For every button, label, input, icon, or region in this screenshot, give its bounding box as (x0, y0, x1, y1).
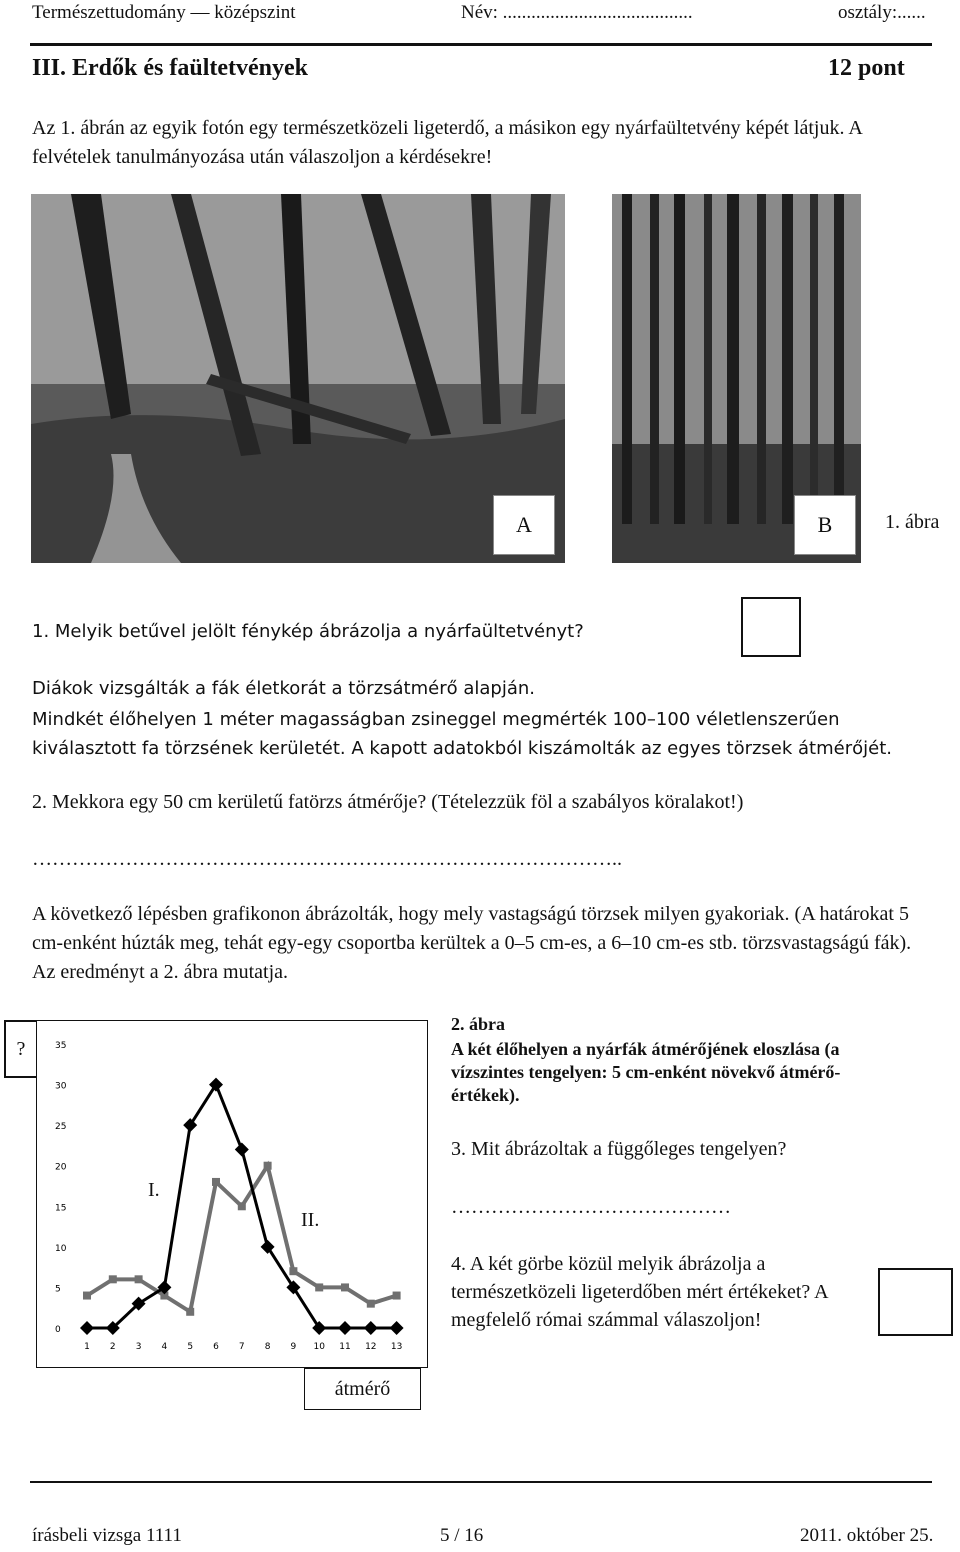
answer-box-q4[interactable] (878, 1268, 953, 1336)
data-point-i (209, 1078, 223, 1092)
x-tick-label: 5 (187, 1342, 194, 1352)
photo-b-label: B (794, 495, 856, 555)
figure2-caption: A két élőhelyen a nyárfák átmérőjének eloszlása (a vízszintes tengelyen: 5 cm-enként növekvő átmérő-értékek). (451, 1039, 841, 1105)
data-point-ii (367, 1300, 375, 1308)
data-point-ii (135, 1275, 143, 1283)
x-tick-label: 9 (290, 1342, 297, 1352)
y-tick-label: 10 (55, 1243, 67, 1254)
data-point-i (80, 1321, 94, 1335)
x-tick-label: 7 (238, 1342, 245, 1352)
figure2-title: 2. ábra (451, 1014, 505, 1034)
section-points: 12 pont (828, 55, 905, 81)
header-class-field: osztály:...... (838, 2, 926, 23)
question-2: 2. Mekkora egy 50 cm kerületű fatörzs átmérője? (Tételezzük föl a szabályos köralakot!) (32, 791, 744, 813)
footer-center: 5 / 16 (440, 1525, 484, 1546)
y-tick-label: 5 (55, 1284, 61, 1295)
data-point-ii (186, 1308, 194, 1316)
y-tick-label: 30 (55, 1081, 67, 1092)
x-tick-label: 11 (339, 1342, 351, 1352)
x-tick-label: 12 (365, 1342, 377, 1352)
data-point-ii (393, 1292, 401, 1300)
intro-text: Az 1. ábrán az egyik fotón egy természetközeli ligeterdő, a másikon egy nyárfaültetvény képét látjuk. A felvételek tanulmányozása után válaszoljon a kérdésekre! (32, 117, 862, 168)
x-tick-label: 13 (390, 1342, 403, 1352)
x-tick-label: 8 (264, 1342, 271, 1352)
data-point-ii (341, 1283, 349, 1291)
y-tick-label: 15 (55, 1203, 67, 1214)
paragraph-2: Mindkét élőhelyen 1 méter magasságban zsineggel megmérték 100–100 véletlenszerűen kiválasztott fa törzsének kerületét. A kapott adatokból kiszámolták az egyes törzsek átmérőjét. (32, 709, 892, 759)
x-tick-label: 3 (135, 1342, 142, 1352)
data-point-i (286, 1280, 300, 1294)
x-tick-label: 2 (109, 1342, 116, 1352)
paragraph-1: Diákok vizsgálták a fák életkorát a törzsátmérő alapján. (32, 678, 536, 699)
y-tick-label: 25 (55, 1122, 67, 1133)
data-point-ii (289, 1267, 297, 1275)
data-point-ii (315, 1283, 323, 1291)
x-axis-label-box (304, 1368, 421, 1410)
y-tick-label: 20 (55, 1162, 67, 1173)
data-point-i (390, 1321, 404, 1335)
x-tick-label: 1 (84, 1342, 90, 1352)
answer-line-q3[interactable]: …………………………………… (451, 1196, 731, 1218)
series-label-i: I. (148, 1179, 160, 1201)
section-title: III. Erdők és faültetvények (32, 55, 309, 81)
y-axis-label: ? (16, 1037, 26, 1060)
data-point-ii (83, 1292, 91, 1300)
question-4: 4. A két görbe közül melyik ábrázolja a természetközeli ligeterdőben mért értékeket? A megfelelő római számmal válaszoljon! (451, 1253, 828, 1331)
x-tick-label: 10 (313, 1342, 325, 1352)
x-tick-label: 4 (161, 1342, 168, 1352)
question-1: 1. Melyik betűvel jelölt fénykép ábrázolja a nyárfaültetvényt? (32, 621, 584, 642)
header-subject: Természettudomány — középszint (32, 2, 296, 23)
data-point-ii (264, 1162, 272, 1170)
data-point-i (183, 1118, 197, 1132)
series-line-ii (87, 1166, 397, 1312)
header-name-field: Név: ........................................ (461, 2, 693, 23)
paragraph-3: A következő lépésben grafikonon ábrázolták, hogy mely vastagságú törzsek milyen gyakoriak. (A határokat 5 cm-enként húzták meg, tehát egy-egy csoportba kerültek a 0–5 cm-es, a 6–10 cm-es stb. törzsvastagságú fák). Az eredményt a 2. ábra mutatja. (32, 903, 912, 983)
series-label-ii: II. (301, 1209, 320, 1231)
footer-rule (30, 1481, 932, 1483)
data-point-ii (238, 1202, 246, 1210)
question-3: 3. Mit ábrázoltak a függőleges tengelyen? (451, 1138, 787, 1160)
data-point-i (364, 1321, 378, 1335)
y-tick-label: 0 (55, 1325, 61, 1335)
data-point-i (261, 1240, 275, 1254)
footer-right: 2011. október 25. (800, 1525, 934, 1546)
data-point-i (312, 1321, 326, 1335)
data-point-ii (212, 1178, 220, 1186)
figure1-caption: 1. ábra (885, 511, 940, 533)
x-tick-label: 6 (213, 1342, 219, 1352)
data-point-i (235, 1142, 249, 1156)
data-point-ii (109, 1275, 117, 1283)
x-axis-label: átmérő (334, 1377, 391, 1400)
data-point-i (338, 1321, 352, 1335)
answer-line-q2[interactable]: …………………………………………………………………………….. (32, 848, 622, 870)
footer-left: írásbeli vizsga 1111 (32, 1525, 182, 1546)
photo-a-label: A (493, 495, 555, 555)
y-tick-label: 35 (55, 1041, 67, 1051)
